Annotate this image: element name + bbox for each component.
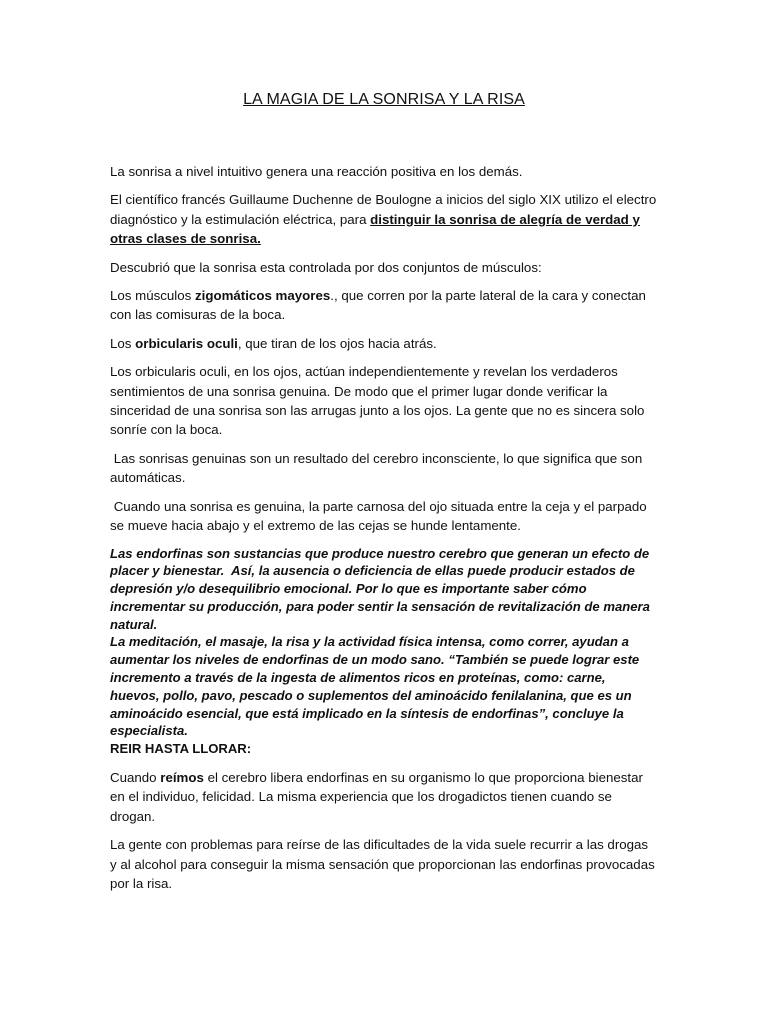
- paragraph-drogas: [110, 835, 658, 893]
- paragraph-orbicularis-detail: [110, 362, 658, 440]
- paragraph-reimos: [110, 768, 658, 826]
- paragraph-zigomaticos-rest: ., que corren por la parte lateral de la cara y conectan con las comisuras de la boca.: [110, 288, 646, 323]
- paragraph-orbicularis: [110, 334, 658, 353]
- paragraph-muscles: [110, 258, 658, 277]
- paragraph-reimos-lead: Cuando: [110, 770, 161, 786]
- paragraph-intro: [110, 162, 658, 181]
- paragraph-duchenne: [110, 190, 658, 248]
- paragraph-duchenne-emphasis: distinguir la sonrisa de alegría de verdad y otras clases de sonrisa.: [110, 211, 640, 247]
- paragraph-genuine-smiles: [110, 449, 658, 488]
- paragraph-zigomaticos-lead: Los músculos: [110, 288, 195, 304]
- paragraph-muscles-text: Descubrió que la sonrisa esta controlada por dos conjuntos de músculos:: [110, 259, 542, 275]
- document-title: LA MAGIA DE LA SONRISA Y LA RISA: [243, 91, 525, 108]
- paragraph-reimos-rest: el cerebro libera endorfinas en su organismo lo que proporciona bienestar en el individuo, felicidad. La misma experiencia que los drogadictos tienen cuando se drogan.: [110, 770, 643, 824]
- paragraph-genuine-smiles-text: Las sonrisas genuinas son un resultado del cerebro inconsciente, lo que significa que son automáticas.: [110, 450, 646, 486]
- paragraph-reimos-term: reímos: [160, 770, 204, 786]
- paragraph-orbicularis-lead: Los: [110, 335, 136, 351]
- italic-endorfinas: Las endorfinas son sustancias que produce nuestro cerebro que generan un efecto de placer y bienestar. Así, la ausencia o deficiencia de ellas puede producir estados de depresión y/o desequilibrio emocional. Por lo que es importante saber cómo incrementar su producción, para poder sentir la sensación de revitalización de manera natural.: [110, 545, 654, 632]
- paragraph-drogas-text: La gente con problemas para reírse de las dificultades de la vida suele recurrir a las drogas y al alcohol para conseguir la misma sensación que proporcionan las endorfinas provocadas por la risa.: [110, 837, 655, 892]
- document-body: [110, 90, 658, 903]
- section-heading-reir: REIR HASTA LLORAR:: [110, 741, 252, 757]
- paragraph-zigomaticos: [110, 286, 658, 325]
- paragraph-orbicularis-rest: , que tiran de los ojos hacia atrás.: [237, 335, 437, 351]
- paragraph-orbicularis-term: orbicularis oculi: [135, 335, 238, 351]
- paragraph-genuine-eye: [110, 497, 658, 536]
- paragraph-duchenne-text: El científico francés Guillaume Duchenne de Boulogne a inicios del siglo XIX utilizo el electro diagnóstico y la estimulación eléctrica, para: [110, 192, 657, 227]
- paragraph-intro-text: La sonrisa a nivel intuitivo genera una reacción positiva en los demás.: [110, 164, 523, 179]
- italic-meditacion: La meditación, el masaje, la risa y la actividad física intensa, como correr, ayudan a aumentar los niveles de endorfinas de un modo sano. “También se puede lograr este incremento a través de la ingesta de alimentos ricos en proteínas, como: carne, huevos, pollo, pavo, pescado o suplementos del aminoácido fenilalanina, que es un aminoácido esencial, que está implicado en la síntesis de endorfinas”, concluye la especialista.: [110, 634, 640, 739]
- paragraph-genuine-eye-text: Cuando una sonrisa es genuina, la parte carnosa del ojo situada entre la ceja y el parpado se mueve hacia abajo y el extremo de las cejas se hunde lentamente.: [110, 498, 651, 534]
- paragraph-zigomaticos-term: zigomáticos mayores: [195, 288, 331, 304]
- paragraph-orbicularis-detail-text: Los orbicularis oculi, en los ojos, actúan independientemente y revelan los verdaderos sentimientos de una sonrisa genuina. De modo que el primer lugar donde verificar la sinceridad de una sonrisa son las arrugas junto a los ojos. La gente que no es sincera solo sonríe con la boca.: [110, 364, 645, 438]
